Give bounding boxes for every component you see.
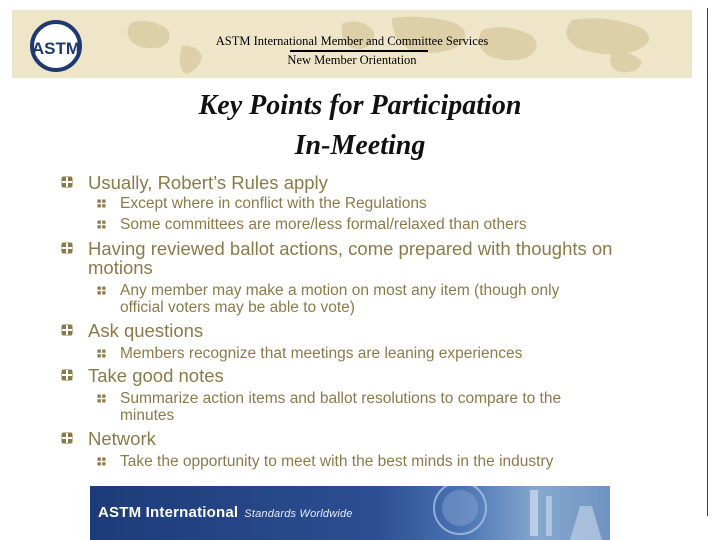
slide-title-line2: In-Meeting xyxy=(294,130,426,161)
sub-bullet-icon xyxy=(97,286,106,295)
header-title: ASTM International Member and Committee Services xyxy=(215,34,489,48)
header-banner xyxy=(12,10,692,86)
banner-name: ASTM International xyxy=(98,504,239,521)
header-subtitle: New Member Orientation xyxy=(287,53,417,67)
bullet-text: Having reviewed ballot actions, come prepared with thoughts on xyxy=(88,238,613,259)
lab-photo-graphic xyxy=(420,486,610,540)
sub-bullet-text: Members recognize that meetings are leaning experiences xyxy=(120,345,523,362)
header-divider xyxy=(290,50,428,52)
bullet-icon xyxy=(61,432,73,444)
sub-bullet-text-continued: official voters may be able to vote) xyxy=(120,299,355,316)
bullet-text-continued: motions xyxy=(88,257,153,278)
bullet-icon xyxy=(61,324,73,336)
bullet-icon xyxy=(61,369,73,381)
logo-subtext: INTERNATIONAL xyxy=(26,77,87,86)
footer-banner xyxy=(90,486,610,540)
banner-org-name xyxy=(98,504,353,521)
sub-bullet-text: Any member may make a motion on most any item (though only xyxy=(120,282,560,299)
sub-bullet-icon xyxy=(97,457,106,466)
sub-bullet-icon xyxy=(97,394,106,403)
sub-bullet-text: Summarize action items and ballot resolutions to compare to the xyxy=(120,390,562,407)
sub-bullet-text: Take the opportunity to meet with the best minds in the industry xyxy=(120,453,554,470)
slide-border xyxy=(707,8,708,516)
astm-logo xyxy=(26,20,102,86)
logo-text: ASTM xyxy=(31,39,81,58)
banner-tagline: Standards Worldwide xyxy=(244,508,353,520)
bullet-icon xyxy=(61,242,73,254)
sub-bullet-icon xyxy=(97,220,106,229)
bullet-icon xyxy=(61,176,73,188)
sub-bullet-text: Except where in conflict with the Regulations xyxy=(120,195,427,212)
sub-bullet-text-continued: minutes xyxy=(120,407,175,424)
bullet-text: Take good notes xyxy=(88,365,224,386)
sub-bullet-text: Some committees are more/less formal/relaxed than others xyxy=(120,216,527,233)
sub-bullet-icon xyxy=(97,349,106,358)
bullet-text: Usually, Robert’s Rules apply xyxy=(88,172,328,193)
slide-title-line1: Key Points for Participation xyxy=(198,90,522,121)
bullet-text: Ask questions xyxy=(88,320,204,341)
bullet-text: Network xyxy=(88,428,156,449)
sub-bullet-icon xyxy=(97,199,106,208)
